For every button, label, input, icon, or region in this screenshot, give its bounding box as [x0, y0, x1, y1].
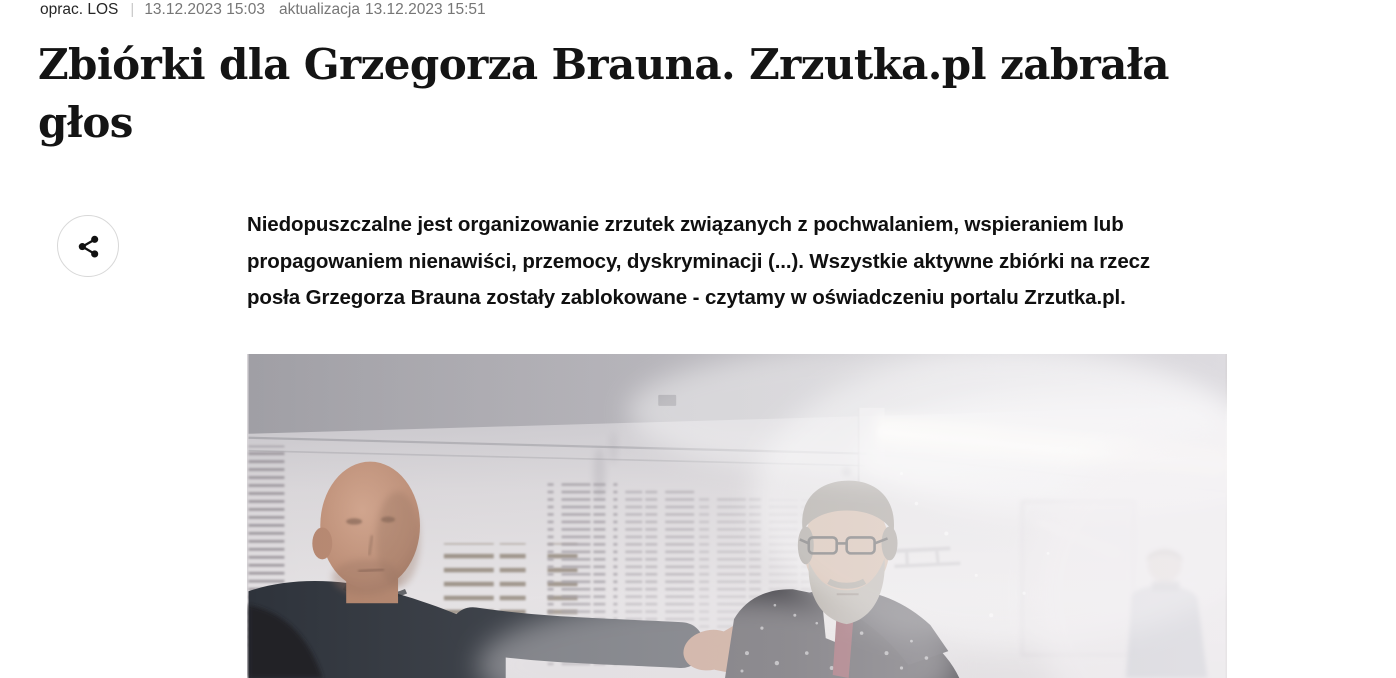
share-icon	[75, 233, 102, 260]
byline	[40, 1, 486, 19]
update-label: aktualizacja	[278, 1, 360, 18]
article-lead: Niedopuszczalne jest organizowanie zrzutek związanych z pochwalaniem, wspieraniem lub propagowaniem nienawiści, przemocy, dyskryminacji (...). Wszystkie aktywne zbiórki na rzecz posła Grzegorza Brauna zostały zablokowane - czytamy w oświadczeniu portalu Zrzutka.pl.	[247, 213, 1151, 309]
update-date: 13.12.2023 15:51	[364, 1, 486, 18]
byline-separator: |	[130, 1, 135, 18]
byline-author: oprac. LOS	[40, 1, 119, 18]
share-button[interactable]	[57, 215, 119, 277]
publish-date: 13.12.2023 15:03	[144, 1, 265, 18]
article-photo	[247, 354, 1227, 678]
photo-scene	[247, 354, 1227, 678]
article-title: Zbiórki dla Grzegorza Brauna. Zrzutka.pl zabrała głos	[38, 40, 1169, 147]
photo-smoke-overlay	[249, 354, 1227, 678]
